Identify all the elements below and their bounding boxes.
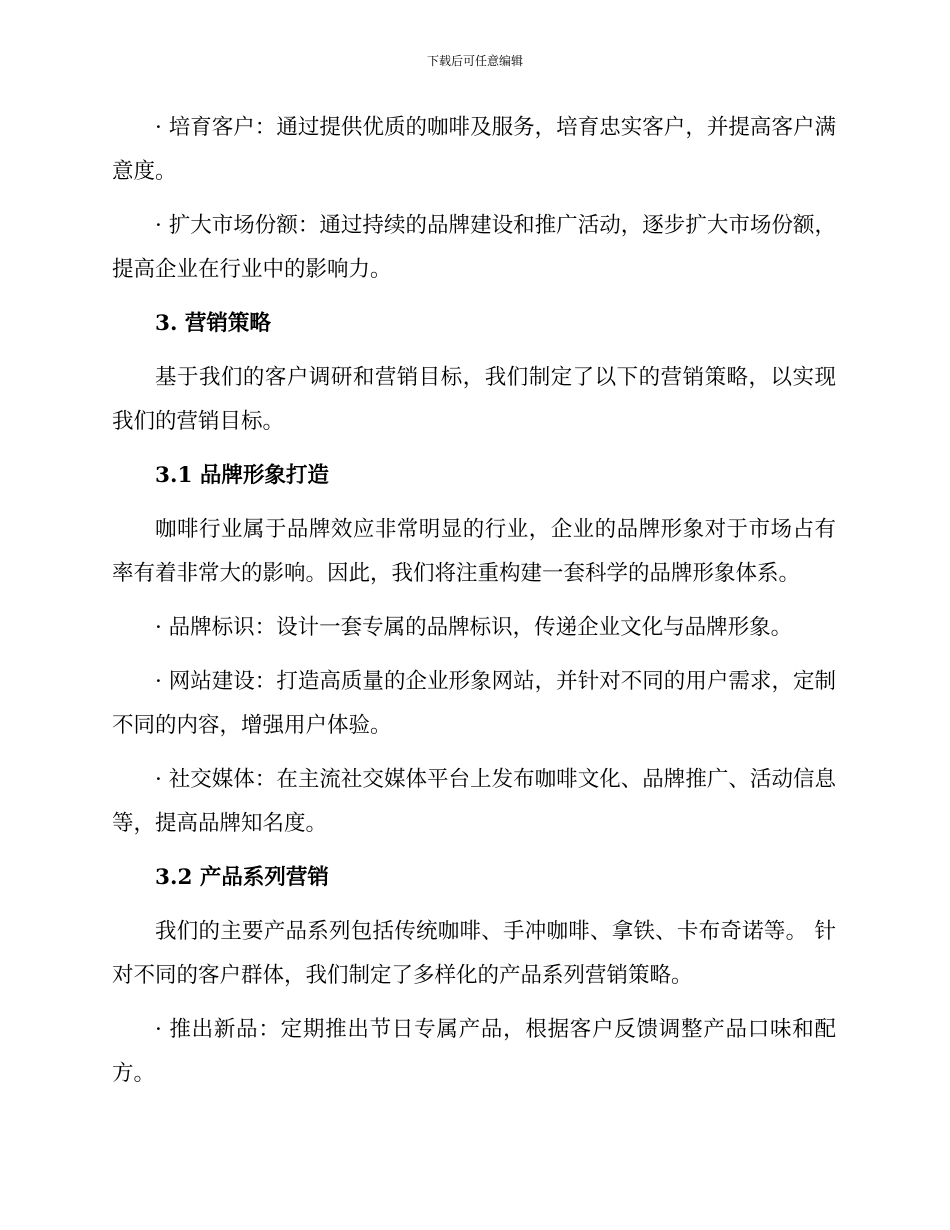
bullet-brand-logo: · 品牌标识：设计一套专属的品牌标识，传递企业文化与品牌形象。	[155, 615, 793, 640]
bullet-cultivate-customers: · 培育客户：通过提供优质的咖啡及服务，培育忠实客户，并提高客户满意度。	[112, 115, 836, 184]
bullet-social-media: · 社交媒体：在主流社交媒体平台上发布咖啡文化、品牌推广、活动信息等，提高品牌知名度。	[112, 767, 836, 836]
header-note: 下载后可任意编辑	[426, 54, 523, 68]
section-heading-marketing-strategy: 3. 营销策略	[155, 311, 271, 336]
paragraph-brand-image: 咖啡行业属于品牌效应非常明显的行业，企业的品牌形象对于市场占有率有着非常大的影响。因此，我们将注重构建一套科学的品牌形象体系。	[112, 517, 836, 586]
paragraph-strategy-intro: 基于我们的客户调研和营销目标，我们制定了以下的营销策略，以实现我们的营销目标。	[112, 365, 836, 434]
bullet-expand-market-share: · 扩大市场份额：通过持续的品牌建设和推广活动，逐步扩大市场份额，提高企业在行业中的影响力。	[112, 213, 836, 282]
bullet-new-products: · 推出新品：定期推出节日专属产品，根据客户反馈调整产品口味和配方。	[112, 1017, 836, 1086]
section-heading-product-series: 3.2 产品系列营销	[155, 865, 329, 890]
bullet-website: · 网站建设：打造高质量的企业形象网站，并针对不同的用户需求，定制不同的内容，增强用户体验。	[112, 669, 836, 738]
section-heading-brand-image: 3.1 品牌形象打造	[155, 463, 329, 488]
paragraph-product-series: 我们的主要产品系列包括传统咖啡、手冲咖啡、拿铁、卡布奇诺等。 针对不同的客户群体，我们制定了多样化的产品系列营销策略。	[112, 919, 836, 988]
document-body	[112, 106, 836, 1106]
